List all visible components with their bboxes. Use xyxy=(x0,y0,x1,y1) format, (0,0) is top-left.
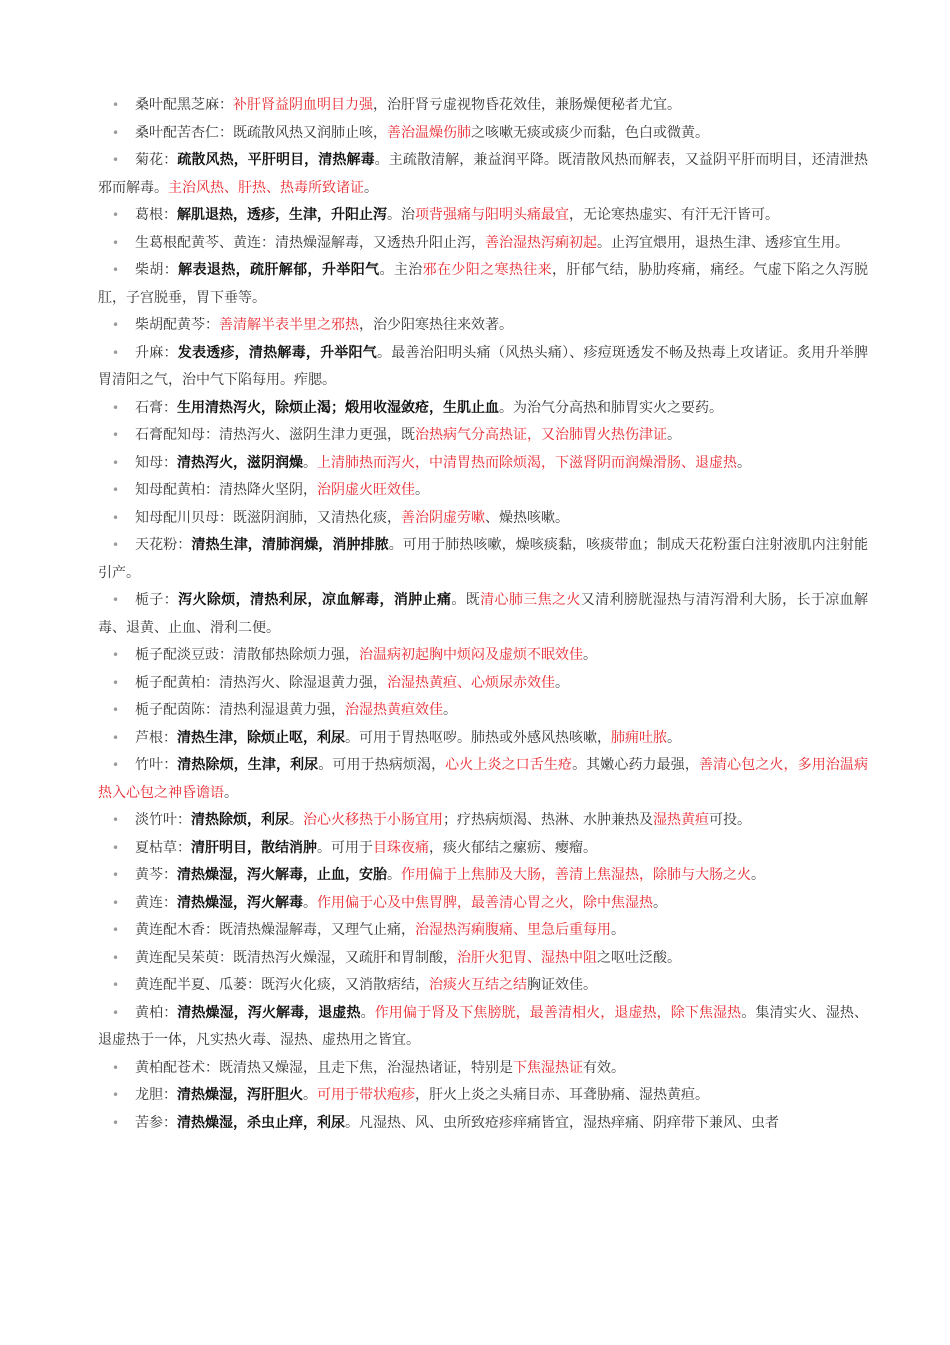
body-text: ，治少阳寒热往来效著。 xyxy=(359,317,513,333)
body-text: 黄连配半夏、瓜蒌：既泻火化痰，又消散痞结， xyxy=(135,977,429,993)
body-text: 之呕吐泛酸。 xyxy=(597,949,681,966)
body-text: ，痰火郁结之瘰疬、瘿瘤。 xyxy=(429,839,597,856)
list-item xyxy=(98,642,868,670)
body-text: 。 xyxy=(667,729,681,746)
bullet-icon: • xyxy=(112,813,120,827)
body-text: 。可用于肺热咳嗽，燥咳痰黏，咳痰带血；制成天花粉蛋白注射液肌内注射能引产。 xyxy=(98,537,869,581)
list-item xyxy=(98,1110,868,1138)
body-text: 。 xyxy=(289,812,303,828)
body-text: 升麻： xyxy=(135,344,178,361)
body-text: 黄柏： xyxy=(135,1004,178,1021)
highlight-text: 治痰火互结之结 xyxy=(429,977,527,993)
body-text: ，无论寒热虚实、有汗无汗皆可。 xyxy=(569,207,779,223)
body-text: 桑叶配黑芝麻： xyxy=(135,97,233,113)
body-text: 苦参： xyxy=(135,1114,177,1131)
bold-text: 泻火除烦，清热利尿，凉血解毒，消肿止痛 xyxy=(178,592,452,608)
body-text: ，肝火上炎之头痛目赤、耳聋胁痛、湿热黄疸。 xyxy=(415,1087,709,1103)
list-item xyxy=(98,450,868,478)
bullet-icon: • xyxy=(112,538,120,552)
list-item xyxy=(98,945,868,973)
body-text: 。 xyxy=(443,702,457,718)
bullet-icon: • xyxy=(112,125,120,140)
list-item xyxy=(98,92,868,120)
highlight-text: 治湿热黄疸、心烦尿赤效佳 xyxy=(387,674,555,691)
body-text: 栀子配茵陈：清热利湿退黄力强， xyxy=(135,702,345,718)
body-text: ，肝郁气结，胁肋疼痛，痛经。气虚下陷之久泻脱肛，子宫脱垂，胃下垂等。 xyxy=(98,262,869,306)
body-text: 。凡湿热、风、虫所致疮疹痒痛皆宜，湿热痒痛、阴痒带下兼风、虫者 xyxy=(345,1114,779,1131)
bullet-icon: • xyxy=(112,703,120,717)
body-text: 。 xyxy=(653,894,667,911)
bullet-icon: • xyxy=(112,1060,120,1075)
bullet-icon: • xyxy=(112,1115,120,1130)
body-text: 。 xyxy=(364,179,378,196)
highlight-text: 治温病初起胸中烦闷及虚烦不眠效佳 xyxy=(359,647,583,663)
bullet-icon: • xyxy=(112,648,120,662)
bold-text: 清热生津，除烦止呕，利尿 xyxy=(177,729,345,746)
body-text: 夏枯草： xyxy=(135,839,191,856)
body-text: 生葛根配黄芩、黄连：清热燥湿解毒，又透热升阳止泻， xyxy=(135,234,485,251)
body-text: 龙胆： xyxy=(135,1087,177,1103)
body-text: 黄连配木香：既清热燥湿解毒，又理气止痛， xyxy=(135,922,415,938)
bullet-icon: • xyxy=(112,1005,120,1020)
highlight-text: 湿热黄疸 xyxy=(653,812,709,828)
body-text: 。 xyxy=(737,454,751,471)
body-text: 。 xyxy=(360,1004,375,1021)
body-text: ；疗热病烦渴、热淋、水肿兼热及 xyxy=(443,812,653,828)
highlight-text: 治湿热黄疸效佳 xyxy=(345,702,443,718)
list-item xyxy=(98,862,868,890)
bullet-icon: • xyxy=(112,840,120,855)
highlight-text: 善清解半表半里之邪热 xyxy=(219,317,359,333)
body-text: 。其嫩心药力最强， xyxy=(572,757,699,773)
bold-text: 清热燥湿，泻肝胆火 xyxy=(177,1087,303,1103)
body-text: 葛根： xyxy=(135,207,177,223)
highlight-text: 善治湿热泻痢初起 xyxy=(485,234,597,251)
bold-text: 清肝明目，散结消肿 xyxy=(191,839,317,856)
bullet-icon: • xyxy=(112,950,120,965)
body-text: 。 xyxy=(387,867,401,883)
bullet-icon: • xyxy=(112,895,120,910)
body-text: 知母： xyxy=(135,454,177,471)
body-text: 。 xyxy=(611,922,625,938)
bullet-icon: • xyxy=(112,923,120,937)
highlight-text: 治心火移热于小肠宜用 xyxy=(303,812,443,828)
body-text: 有效。 xyxy=(583,1059,625,1076)
body-text: 。可用于 xyxy=(317,839,373,856)
list-item xyxy=(98,972,868,1000)
body-text: 柴胡配黄芩： xyxy=(135,317,219,333)
list-item xyxy=(98,120,868,148)
list-item xyxy=(98,890,868,918)
bullet-icon: • xyxy=(112,1088,120,1102)
highlight-text: 项背强痛与阳明头痛最宜 xyxy=(415,207,569,223)
body-text: 栀子配黄柏：清热泻火、除湿退黄力强， xyxy=(135,674,387,691)
bold-text: 清热燥湿，泻火解毒，止血，安胎 xyxy=(177,867,387,883)
highlight-text: 治肝火犯胃、湿热中阻 xyxy=(457,949,597,966)
body-text: 知母配黄柏：清热降火坚阴， xyxy=(135,482,317,498)
bold-text: 清热生津，清肺润燥，消肿排脓 xyxy=(191,537,389,553)
body-text: 。可用于热病烦渴， xyxy=(318,757,446,773)
list-item xyxy=(98,202,868,230)
body-text: 。主疏散清解，兼益润平降。既清散风热而解表，又益阴平肝而明目，还清泄热邪而解毒。 xyxy=(98,152,869,196)
highlight-text: 治阴虚火旺效佳 xyxy=(317,482,415,498)
bullet-icon: • xyxy=(112,400,120,415)
highlight-text: 善治阴虚劳嗽 xyxy=(401,509,485,526)
body-text: 栀子配淡豆豉：清散郁热除烦力强， xyxy=(135,647,359,663)
bold-text: 清热燥湿，泻火解毒 xyxy=(177,894,303,911)
body-text: 。既 xyxy=(451,592,481,608)
highlight-text: 善治温燥伤肺 xyxy=(387,124,471,141)
body-text: 可投。 xyxy=(709,812,751,828)
bullet-icon: • xyxy=(112,868,120,882)
list-item xyxy=(98,312,868,340)
body-text: 黄连： xyxy=(135,894,177,911)
body-text: 黄柏配苍术：既清热又燥湿，且走下焦，治湿热诸证，特别是 xyxy=(135,1059,513,1076)
body-text: 。最善治阳明头痛（风热头痛）、疹痘斑透发不畅及热毒上攻诸证。炙用升举脾胃清阳之气，治中气下陷每用。痄腮。 xyxy=(98,344,869,388)
list-item xyxy=(98,1082,868,1110)
body-text: 又清利膀胱湿热与清泻滑利大肠，长于凉血解毒、退黄、止血、滑利二便。 xyxy=(98,592,869,636)
body-text: 。 xyxy=(751,867,765,883)
bullet-icon: • xyxy=(112,208,120,222)
body-text: 柴胡： xyxy=(135,262,179,278)
bullet-icon: • xyxy=(112,978,120,992)
body-text: 。 xyxy=(583,647,597,663)
highlight-text: 心火上炎之口舌生疮 xyxy=(445,757,573,773)
bold-text: 清热除烦，利尿 xyxy=(191,812,289,828)
highlight-text: 目珠夜痛 xyxy=(373,839,429,856)
body-text: 。可用于胃热呕哕。肺热或外感风热咳嗽， xyxy=(345,729,611,746)
list-item xyxy=(98,725,868,753)
list-item xyxy=(98,477,868,505)
bold-text: 清热燥湿，杀虫止痒，利尿 xyxy=(177,1114,345,1131)
highlight-text: 邪在少阳之寒热往来 xyxy=(422,262,553,278)
highlight-text: 治热病气分高热证，又治肺胃火热伤津证 xyxy=(415,427,667,443)
body-text: 。 xyxy=(303,894,317,911)
list-item xyxy=(98,505,868,533)
bold-text: 清热燥湿，泻火解毒，退虚热 xyxy=(177,1004,361,1021)
bold-text: 解肌退热，透疹，生津，升阳止泻 xyxy=(177,207,387,223)
body-text: 。 xyxy=(224,784,238,801)
body-text: 。为治气分高热和肺胃实火之要药。 xyxy=(499,399,723,416)
bullet-icon: • xyxy=(112,758,120,772)
list-item xyxy=(98,395,868,423)
list-item xyxy=(98,752,868,807)
bullet-icon: • xyxy=(112,593,120,607)
bullet-icon: • xyxy=(112,345,120,360)
bold-text: 疏散风热，平肝明目，清热解毒 xyxy=(177,152,375,168)
body-text: 。集清实火、湿热、退虚热于一体，凡实热火毒、湿热、虚热用之皆宜。 xyxy=(98,1004,869,1048)
bullet-icon: • xyxy=(112,675,120,690)
body-text: 之咳嗽无痰或痰少而黏，色白或微黄。 xyxy=(471,124,709,141)
bold-text: 清热泻火，滋阴润燥 xyxy=(177,454,303,471)
body-text: 栀子： xyxy=(135,592,179,608)
list-item xyxy=(98,917,868,945)
list-item xyxy=(98,340,868,395)
highlight-text: 补肝肾益阴血明目力强 xyxy=(233,97,373,113)
bullet-icon: • xyxy=(112,235,120,250)
highlight-text: 主治风热、肝热、热毒所致诸证 xyxy=(168,179,364,196)
list-item xyxy=(98,422,868,450)
body-text: 石膏配知母：清热泻火、滋阴生津力更强，既 xyxy=(135,427,415,443)
body-text: 。 xyxy=(667,427,681,443)
list-item xyxy=(98,230,868,258)
body-text: 。 xyxy=(555,674,569,691)
bullet-icon: • xyxy=(112,428,120,442)
bold-text: 生用清热泻火，除烦止渴；煅用收湿敛疮，生肌止血 xyxy=(177,399,499,416)
body-text: 、燥热咳嗽。 xyxy=(485,509,569,526)
body-text: 。止泻宜煨用，退热生津、透疹宜生用。 xyxy=(597,234,849,251)
bold-text: 发表透疹，清热解毒，升举阳气 xyxy=(177,344,378,361)
body-text: 菊花： xyxy=(135,152,178,168)
body-text: 淡竹叶： xyxy=(135,812,191,828)
highlight-text: 治湿热泻痢腹痛、里急后重每用 xyxy=(415,922,611,938)
bullet-icon: • xyxy=(112,730,120,745)
list-item xyxy=(98,1055,868,1083)
bullet-icon: • xyxy=(112,510,120,525)
body-text: 石膏： xyxy=(135,399,177,416)
highlight-text: 上清肺热而泻火，中清胃热而除烦渴，下滋肾阴而润燥滑肠、退虚热 xyxy=(317,454,737,471)
list-item xyxy=(98,807,868,835)
body-text: 。 xyxy=(303,1087,317,1103)
body-text: 桑叶配苦杏仁：既疏散风热又润肺止咳， xyxy=(135,124,387,141)
bullet-icon: • xyxy=(112,483,120,497)
highlight-text: 可用于带状疱疹 xyxy=(317,1087,415,1103)
list-item xyxy=(98,697,868,725)
bullet-icon: • xyxy=(112,455,120,470)
bullet-icon: • xyxy=(112,153,120,167)
list-item xyxy=(98,587,868,642)
herb-notes-list xyxy=(0,92,950,1137)
body-text: 。 xyxy=(415,482,429,498)
highlight-text: 清心肺三焦之火 xyxy=(480,592,581,608)
highlight-text: 肺痈吐脓 xyxy=(611,729,667,746)
list-item xyxy=(98,147,868,202)
body-text: 天花粉： xyxy=(135,537,192,553)
bullet-icon: • xyxy=(112,318,120,332)
bullet-icon: • xyxy=(112,98,120,112)
body-text: 。 xyxy=(303,454,317,471)
list-item xyxy=(98,532,868,587)
highlight-text: 作用偏于肾及下焦膀胱，最善清相火，退虚热，除下焦湿热 xyxy=(374,1004,742,1021)
list-item xyxy=(98,257,868,312)
highlight-text: 下焦湿热证 xyxy=(513,1059,583,1076)
body-text: 。治 xyxy=(387,207,415,223)
highlight-text: 作用偏于上焦肺及大肠，善清上焦湿热，除肺与大肠之火 xyxy=(401,867,751,883)
list-item xyxy=(98,670,868,698)
body-text: 胸证效佳。 xyxy=(527,977,597,993)
highlight-text: 善清心包之火，多用治温病热入心包之神昏谵语 xyxy=(98,757,869,801)
body-text: 黄连配吴茱萸：既清热泻火燥湿，又疏肝和胃制酸， xyxy=(135,949,457,966)
bullet-icon: • xyxy=(112,263,120,277)
list-item xyxy=(98,1000,868,1055)
body-text: 竹叶： xyxy=(135,757,178,773)
body-text: 芦根： xyxy=(135,729,177,746)
body-text: 黄芩： xyxy=(135,867,177,883)
body-text: ，治肝肾亏虚视物昏花效佳，兼肠燥便秘者尤宜。 xyxy=(373,97,681,113)
body-text: 。主治 xyxy=(379,262,423,278)
highlight-text: 作用偏于心及中焦胃脾，最善清心胃之火，除中焦湿热 xyxy=(317,894,653,911)
bold-text: 清热除烦，生津，利尿 xyxy=(177,757,319,773)
bold-text: 解表退热，疏肝解郁，升举阳气 xyxy=(178,262,380,278)
list-item xyxy=(98,835,868,863)
body-text: 知母配川贝母：既滋阴润肺，又清热化痰， xyxy=(135,509,401,526)
